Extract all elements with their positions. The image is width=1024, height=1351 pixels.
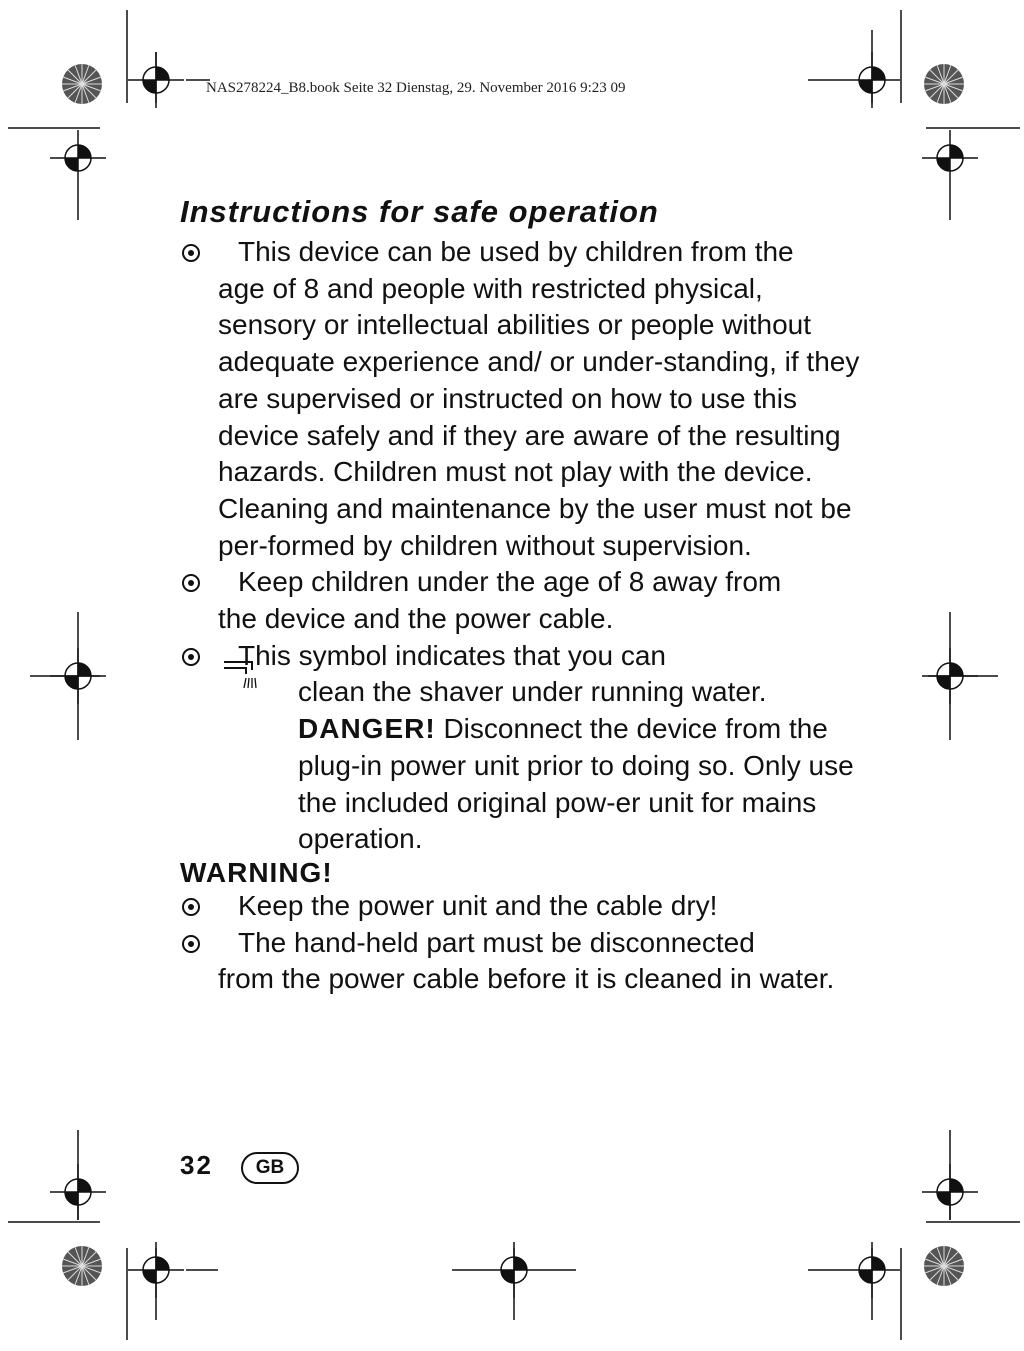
list-item — [180, 888, 860, 925]
list-item-first-line: Keep children under the age of 8 away from — [238, 566, 782, 598]
bullet-icon — [182, 648, 200, 666]
list-item-text: age of 8 and people with restricted physical, sensory or intellectual abilities or people without adequate experience and/ or under-standing, if they are supervised or instructed on how to use this device safely and if they are aware of the resulting hazards. Children must not play with the device. Cleaning and maintenance by the user must not be per-formed by children without supervision. — [218, 272, 860, 561]
cross-mark-upper-left — [50, 130, 106, 186]
print-file-info: NAS278224_B8.book Seite 32 Dienstag, 29. November 2016 9:23 09 — [206, 80, 626, 96]
bullet-icon — [182, 935, 200, 953]
list-item — [180, 564, 860, 637]
list-item — [180, 925, 860, 998]
star-mark-top-right — [924, 64, 964, 104]
language-badge: GB — [241, 1152, 299, 1184]
running-water-icon — [222, 648, 272, 694]
list-item-text: the device and the power cable. — [218, 603, 614, 635]
symbol-line-2: clean the shaver under running water. — [298, 676, 767, 708]
star-mark-bottom-right — [924, 1246, 964, 1286]
warning-heading: WARNING! — [180, 856, 333, 888]
star-mark-bottom-left — [62, 1246, 102, 1286]
danger-label: DANGER! — [298, 713, 436, 745]
bullet-icon — [182, 574, 200, 592]
bullet-icon — [182, 244, 200, 262]
symbol-description — [218, 674, 860, 858]
danger-text: Disconnect the device from the plug-in power unit prior to doing so. Only use the included original pow-er unit for mains operation. — [298, 713, 854, 855]
symbol-first-line: This symbol indicates that you can — [238, 639, 666, 671]
list-item-symbol — [180, 638, 860, 858]
page-number: 32 — [180, 1150, 213, 1180]
list-item-first-line: Keep the power unit and the cable dry! — [238, 889, 718, 921]
star-mark-top-left — [62, 64, 102, 104]
list-item — [180, 234, 860, 564]
instructions-body — [180, 234, 860, 998]
cross-mark-upper-right — [922, 130, 978, 186]
list-item-first-line: The hand-held part must be disconnected — [238, 926, 755, 958]
list-item-text: from the power cable before it is cleaned in water. — [218, 963, 835, 995]
section-title: Instructions for safe operation — [180, 194, 659, 229]
bullet-icon — [182, 898, 200, 916]
list-item-first-line: This device can be used by children from the — [238, 236, 794, 267]
